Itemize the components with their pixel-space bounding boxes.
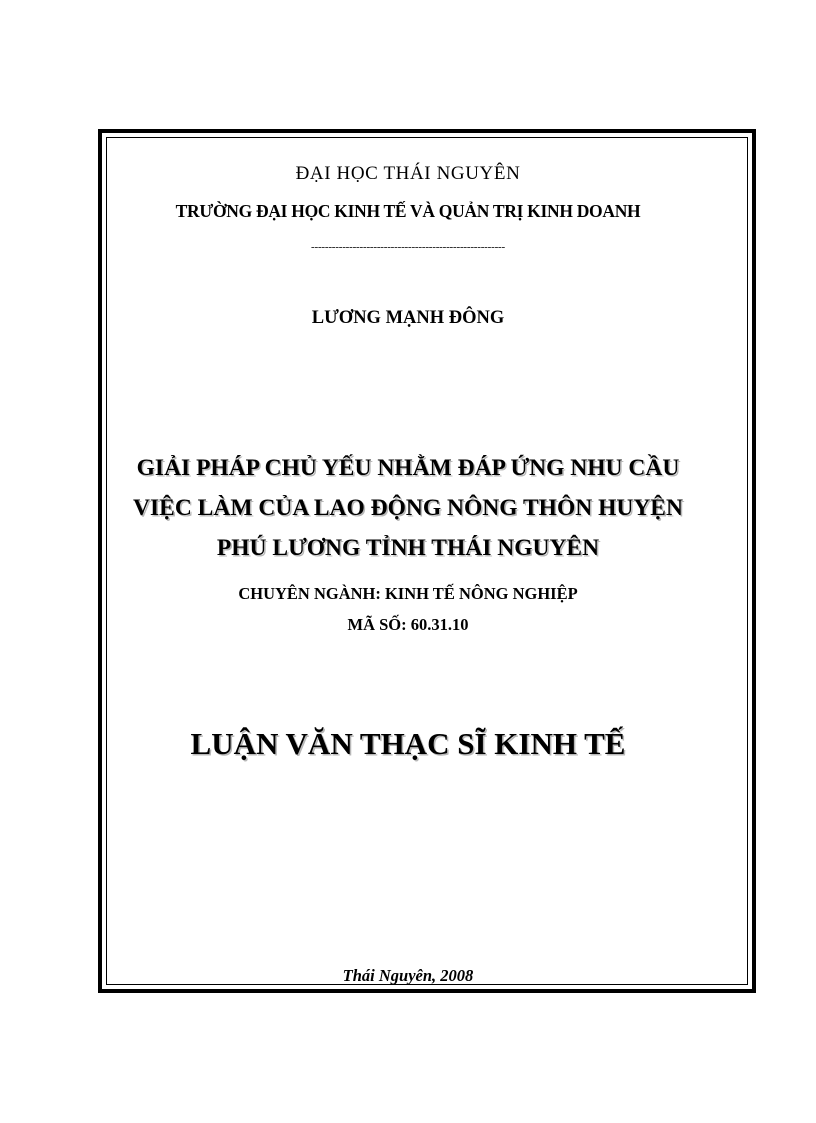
major-code: MÃ SỐ: 60.31.10 [347,615,469,634]
school-name: TRƯỜNG ĐẠI HỌC KINH TẾ VÀ QUẢN TRỊ KINH DOANH [175,201,641,221]
major-field: CHUYÊN NGÀNH: KINH TẾ NÔNG NGHIỆP [238,584,578,603]
place-and-year: Thái Nguyên, 2008 [342,966,474,985]
separator-line: -------------------------------------------------------- [311,241,505,253]
thesis-title-line-3: PHÚ LƯƠNG TỈNH THÁI NGUYÊN [216,535,600,561]
university-name: ĐẠI HỌC THÁI NGUYÊN [295,163,521,184]
thesis-title-line-1: GIẢI PHÁP CHỦ YẾU NHẰM ĐÁP ỨNG NHU CẦU [136,455,680,481]
author-name: LƯƠNG MẠNH ĐÔNG [311,308,505,328]
thesis-title-line-2: VIỆC LÀM CỦA LAO ĐỘNG NÔNG THÔN HUYỆN [133,495,683,521]
degree-title: LUẬN VĂN THẠC SĨ KINH TẾ [190,726,626,761]
